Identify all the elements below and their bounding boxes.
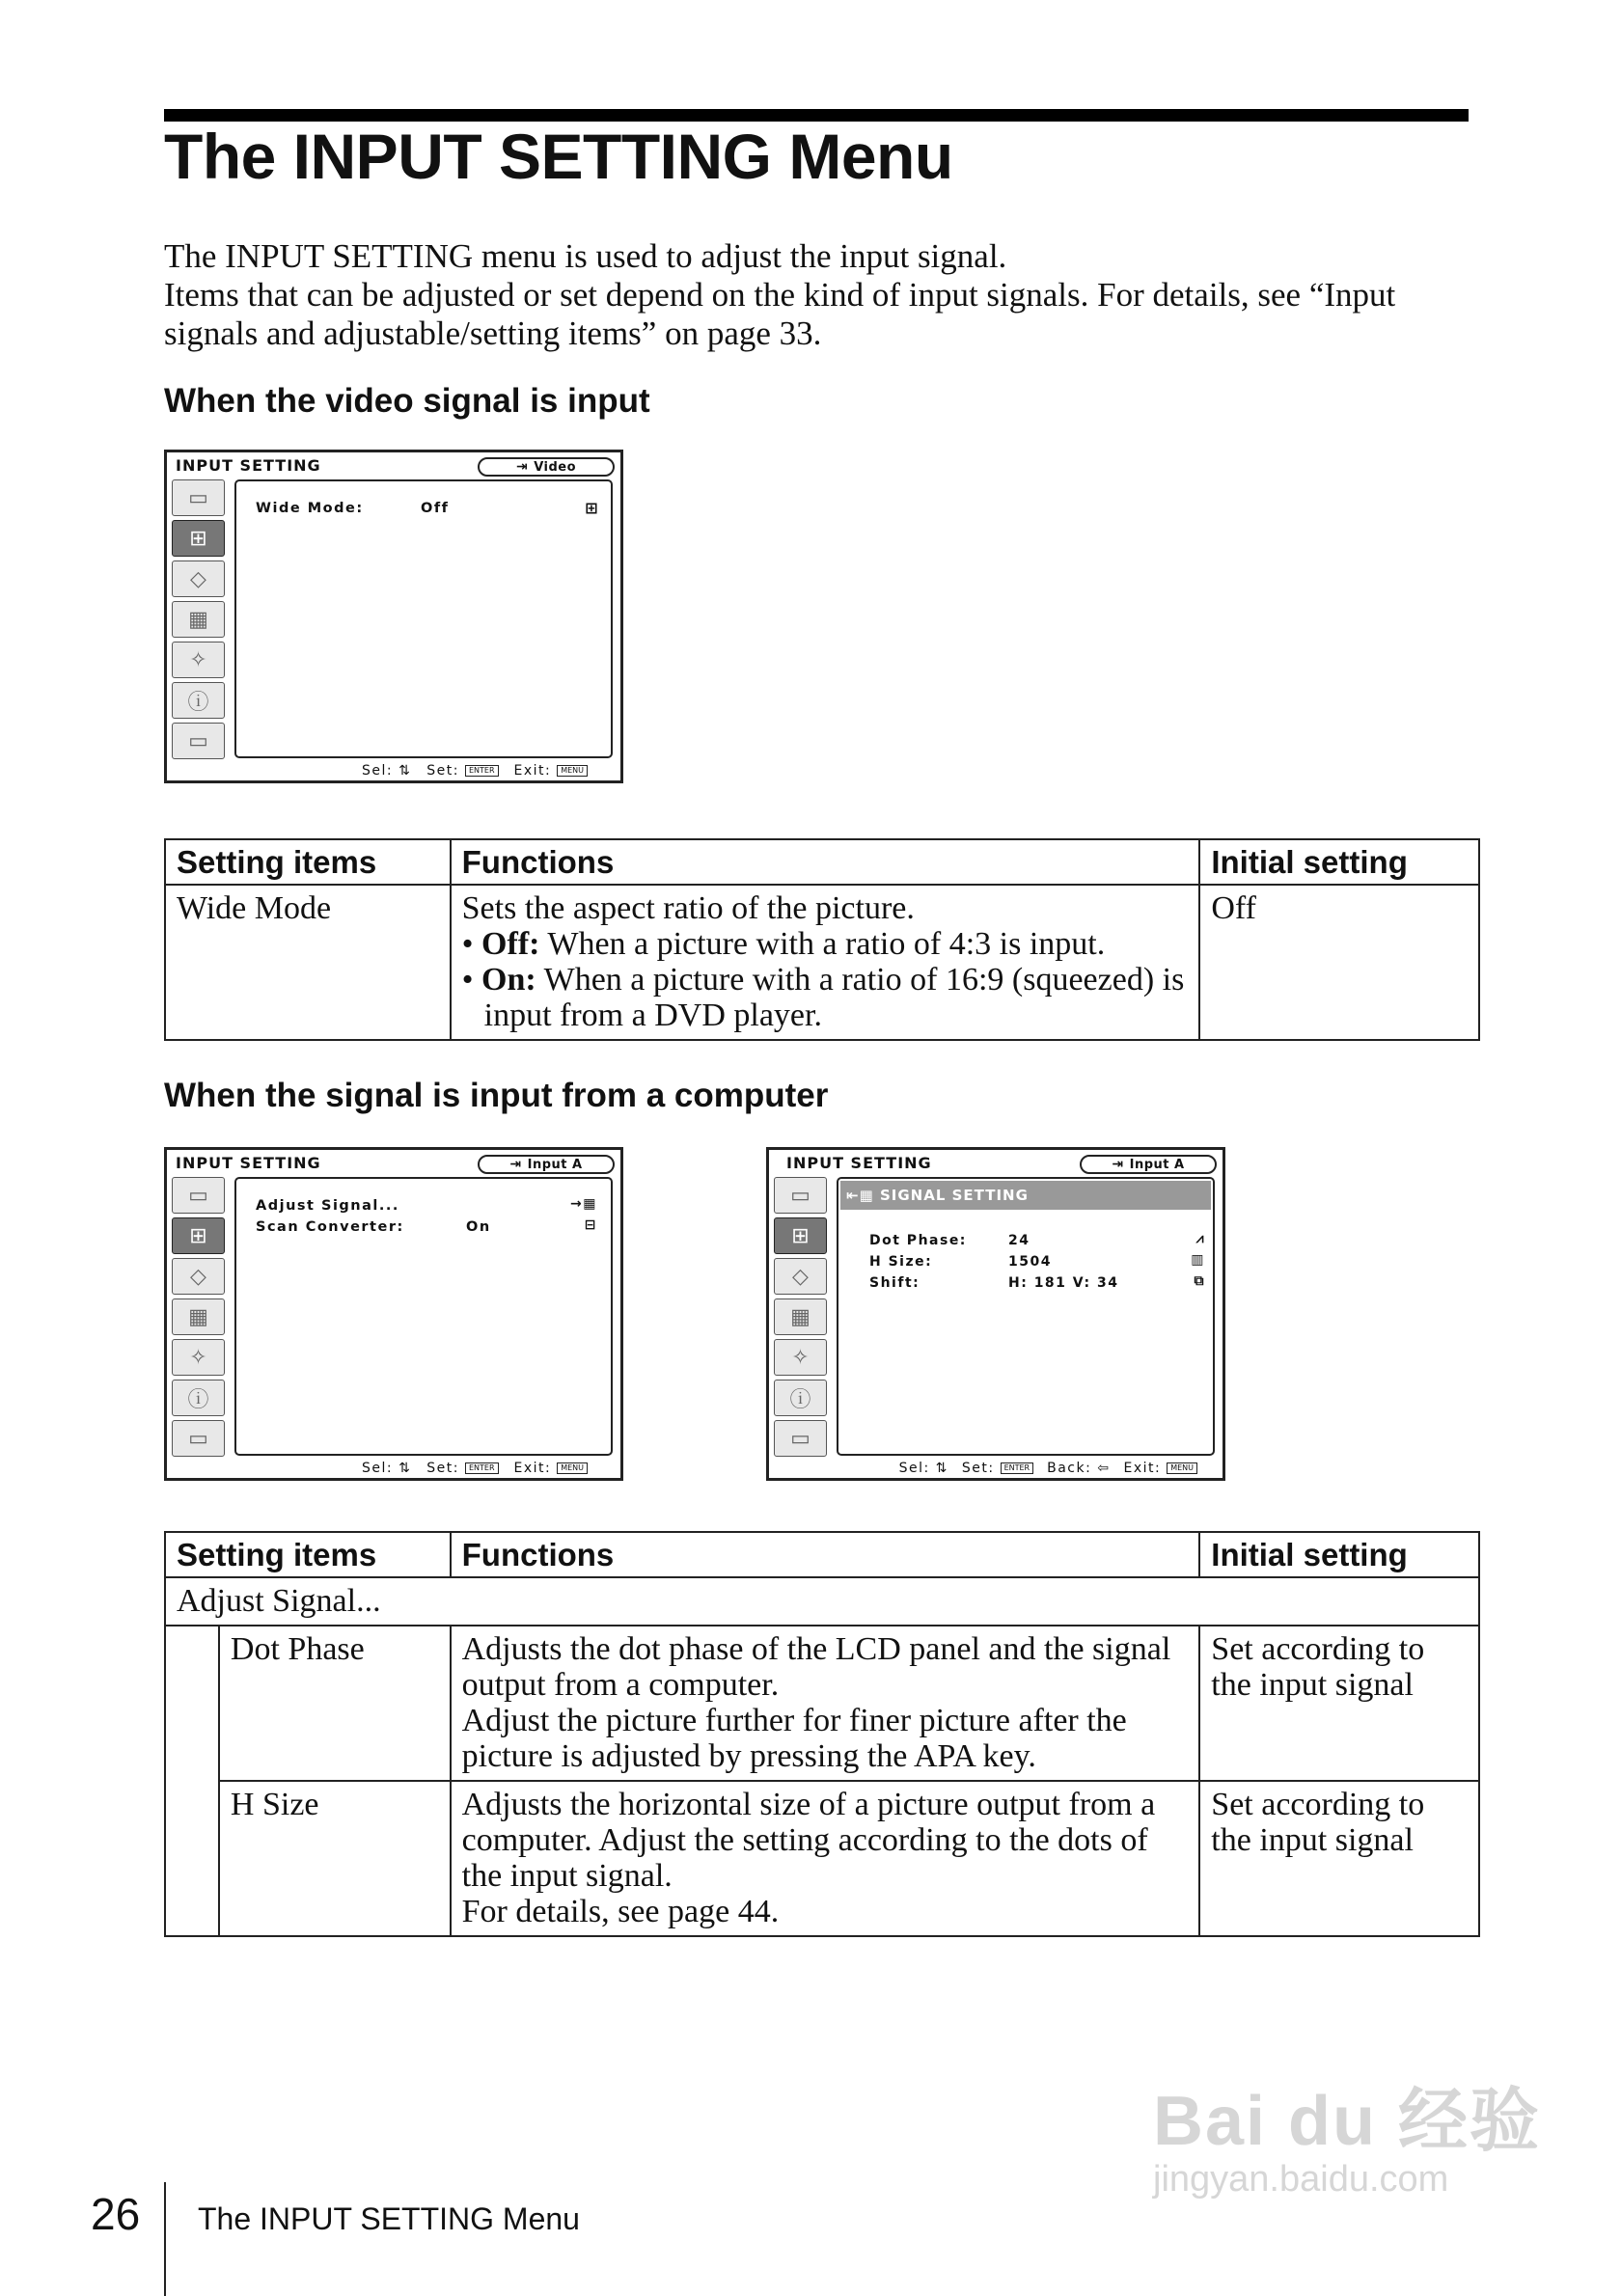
osd-title: INPUT SETTING <box>176 1154 321 1172</box>
setup-menu-icon: ◇ <box>172 1258 225 1295</box>
computer-settings-table <box>164 1531 1480 1937</box>
initial-setting: Set according to the input signal <box>1199 1626 1479 1781</box>
information-menu-icon: ⓘ <box>774 1380 827 1416</box>
col-initial-setting: Initial setting <box>1199 1532 1479 1577</box>
setting-function: Adjusts the dot phase of the LCD panel and the signal output from a computer. Adjust the picture further for finer picture after the picture is adjusted by pressing the APA key. <box>451 1626 1200 1781</box>
enter-key: ENTER <box>465 765 499 777</box>
osd-menu-icons <box>172 479 227 763</box>
lens-menu-icon: ▭ <box>172 1420 225 1457</box>
footer-section-title: The INPUT SETTING Menu <box>198 2201 580 2236</box>
shift-icon: ⧉ <box>1194 1273 1205 1289</box>
input-setting-menu-icon: ⊞ <box>172 1217 225 1254</box>
intro-text <box>164 237 1469 353</box>
setup-menu-icon: ◇ <box>172 560 225 597</box>
osd-title: INPUT SETTING <box>176 456 321 475</box>
lens-menu-icon: ▭ <box>172 723 225 759</box>
input-setting-menu-icon: ⊞ <box>172 520 225 557</box>
input-arrow-icon: ⇥ <box>509 1157 522 1172</box>
col-initial-setting: Initial setting <box>1199 839 1479 885</box>
osd-row-label: Wide Mode: <box>256 501 364 516</box>
setting-group: Adjust Signal... <box>165 1577 1479 1626</box>
menu-key: MENU <box>557 1462 588 1474</box>
osd-row-label: Scan Converter: <box>256 1219 404 1235</box>
input-setting-menu-icon: ⊞ <box>774 1217 827 1254</box>
back-arrow-icon: ⇤▦ <box>846 1187 880 1204</box>
table-group-row <box>165 1577 1479 1626</box>
watermark-brand: Bai du 经验 <box>1153 2083 1542 2160</box>
setting-item: Dot Phase <box>219 1626 451 1781</box>
installation-menu-icon: ✧ <box>172 1339 225 1376</box>
updown-icon: ⇅ <box>398 1461 412 1476</box>
information-menu-icon: ⓘ <box>172 1380 225 1416</box>
scan-converter-icon: ⊟ <box>584 1217 597 1233</box>
page-number: 26 <box>91 2189 141 2239</box>
table-row <box>165 885 1479 1040</box>
footer-divider <box>164 2182 166 2296</box>
osd-row-value: Off <box>421 501 450 516</box>
video-settings-table <box>164 838 1480 1041</box>
picture-menu-icon: ▭ <box>172 479 225 516</box>
enter-key: ENTER <box>465 1462 499 1474</box>
intro-line-1: The INPUT SETTING menu is used to adjust the input signal. <box>164 237 1007 275</box>
menu-key: MENU <box>557 765 588 777</box>
picture-menu-icon: ▭ <box>172 1177 225 1214</box>
osd-row-label: Adjust Signal... <box>256 1198 399 1214</box>
osd-footer: Sel: ⇅ Set: ENTER Exit: MENU <box>362 763 588 779</box>
menu-setting-icon: ▦ <box>774 1298 827 1335</box>
installation-menu-icon: ✧ <box>172 642 225 678</box>
updown-icon: ⇅ <box>398 763 412 779</box>
osd-row-label: Dot Phase: <box>869 1233 967 1248</box>
osd-computer-screen <box>164 1147 623 1481</box>
input-indicator: ⇥ Video <box>478 457 615 477</box>
col-functions: Functions <box>451 1532 1200 1577</box>
osd-menu-icons <box>774 1177 829 1461</box>
osd-row-value: H: 181 V: 34 <box>1008 1275 1119 1291</box>
computer-section-heading: When the signal is input from a computer <box>164 1077 829 1114</box>
osd-content <box>234 479 613 758</box>
menu-setting-icon: ▦ <box>172 1298 225 1335</box>
menu-key: MENU <box>1167 1462 1197 1474</box>
intro-line-2: Items that can be adjusted or set depend on the kind of input signals. For details, see “Input signals and adjustable/setting items” on page 33. <box>164 276 1396 352</box>
initial-setting: Off <box>1199 885 1479 1040</box>
indent-cell <box>165 1626 219 1781</box>
watermark <box>1153 2064 1541 2200</box>
osd-content <box>234 1177 613 1456</box>
osd-row-value: 24 <box>1008 1233 1030 1248</box>
osd-title: INPUT SETTING <box>786 1154 932 1172</box>
submenu-header: ⇤▦ SIGNAL SETTING <box>840 1181 1211 1210</box>
osd-row-label: Shift: <box>869 1275 920 1291</box>
wide-mode-icon: ⊞ <box>585 499 599 517</box>
enter-key: ENTER <box>1001 1462 1034 1474</box>
osd-row-value: On <box>466 1219 491 1235</box>
information-menu-icon: ⓘ <box>172 682 225 719</box>
input-indicator: ⇥ Input A <box>478 1155 615 1174</box>
osd-footer: Sel: ⇅ Set: ENTER Exit: MENU <box>362 1461 588 1476</box>
video-section-heading: When the video signal is input <box>164 382 650 420</box>
menu-setting-icon: ▦ <box>172 601 225 638</box>
table-header-row <box>165 1532 1479 1577</box>
updown-icon: ⇅ <box>935 1461 948 1476</box>
table-row <box>165 1781 1479 1936</box>
watermark-url: jingyan.baidu.com <box>1153 2159 1449 2200</box>
osd-signal-setting-screen <box>766 1147 1225 1481</box>
osd-video-screen <box>164 450 623 783</box>
input-arrow-icon: ⇥ <box>515 459 529 475</box>
setup-menu-icon: ◇ <box>774 1258 827 1295</box>
osd-footer: Sel: ⇅ Set: ENTER Back: ⇦ Exit: MENU <box>899 1461 1197 1476</box>
osd-menu-icons <box>172 1177 227 1461</box>
back-key-icon: ⇦ <box>1097 1461 1111 1476</box>
lens-menu-icon: ▭ <box>774 1420 827 1457</box>
submenu-icon: →▦ <box>570 1196 597 1212</box>
osd-content <box>837 1177 1215 1456</box>
setting-item: Wide Mode <box>165 885 451 1040</box>
col-setting-items: Setting items <box>165 839 451 885</box>
indent-cell <box>165 1781 219 1936</box>
setting-function: Sets the aspect ratio of the picture. • Off: When a picture with a ratio of 4:3 is input. • On: When a picture with a ratio of 16:9 (squeezed) is input from a DVD player. <box>451 885 1200 1040</box>
input-indicator: ⇥ Input A <box>1080 1155 1217 1174</box>
osd-row-value: 1504 <box>1008 1254 1052 1270</box>
page-title: The INPUT SETTING Menu <box>164 121 953 192</box>
h-size-icon: ▥ <box>1191 1252 1205 1268</box>
col-functions: Functions <box>451 839 1200 885</box>
initial-setting: Set according to the input signal <box>1199 1781 1479 1936</box>
setting-item: H Size <box>219 1781 451 1936</box>
dot-phase-icon: ⩘ <box>1195 1231 1205 1246</box>
input-arrow-icon: ⇥ <box>1112 1157 1124 1172</box>
picture-menu-icon: ▭ <box>774 1177 827 1214</box>
setting-function: Adjusts the horizontal size of a picture output from a computer. Adjust the setting according to the dots of the input signal. For details, see page 44. <box>451 1781 1200 1936</box>
table-row <box>165 1626 1479 1781</box>
installation-menu-icon: ✧ <box>774 1339 827 1376</box>
table-header-row <box>165 839 1479 885</box>
osd-row-label: H Size: <box>869 1254 933 1270</box>
col-setting-items: Setting items <box>165 1532 451 1577</box>
